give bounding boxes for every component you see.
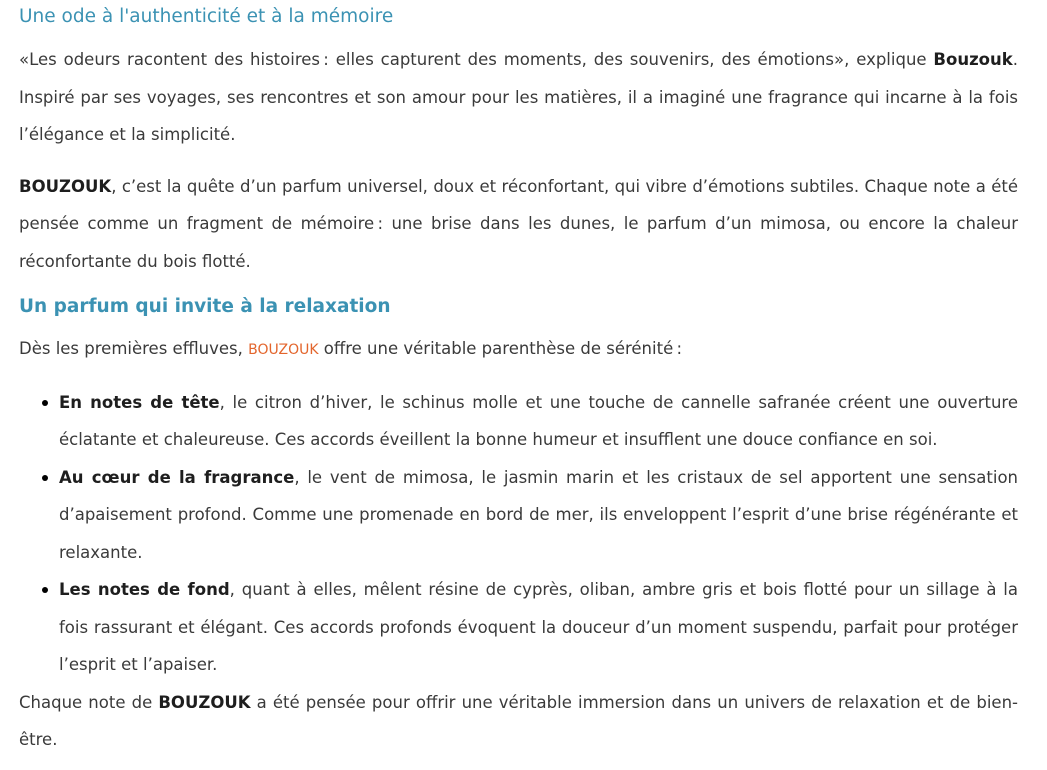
intro-text-continued: offre une véritable parenthèse de sérénité :	[318, 339, 683, 358]
notes-list	[19, 384, 1018, 684]
list-item-text: , quant à elles, mêlent résine de cyprès, oliban, ambre gris et bois flotté pour un sillage à la fois rassurant et élégant. Ces accords profonds évoquent la douceur d’un moment suspendu, parfait pour protéger l’esprit et l’apaiser.	[59, 580, 1018, 674]
list-item-label: En notes de tête	[59, 392, 220, 412]
paragraph-quote	[19, 41, 1018, 154]
brand-name-bold: BOUZOUK	[19, 176, 112, 196]
section-heading-relaxation: Un parfum qui invite à la relaxation	[19, 296, 391, 317]
list-item	[59, 571, 1018, 684]
list-item	[59, 384, 1018, 459]
paragraph-description	[19, 168, 1018, 281]
bullet-icon	[42, 587, 48, 593]
section-heading-authenticity: Une ode à l'authenticité et à la mémoire	[19, 6, 394, 27]
list-item	[59, 459, 1018, 572]
list-item-text: , le vent de mimosa, le jasmin marin et les cristaux de sel apportent une sensation d’apaisement profond. Comme une promenade en bord de mer, ils enveloppent l’esprit d’une brise régénérante et relaxante.	[59, 467, 1018, 562]
list-item-label: Au cœur de la fragrance	[59, 467, 295, 487]
bullet-icon	[42, 400, 48, 406]
list-item-label: Les notes de fond	[59, 580, 230, 599]
paragraph-intro	[19, 330, 1018, 370]
quote-text: «Les odeurs racontent des histoires : elles capturent des moments, des souvenirs, des émotions», explique	[19, 50, 934, 69]
intro-text: Dès les premières effluves,	[19, 339, 249, 358]
paragraph-closing	[19, 684, 1018, 759]
list-item-text: , le citron d’hiver, le schinus molle et une touche de cannelle safranée créent une ouverture éclatante et chaleureuse. Ces accords éveillent la bonne humeur et insufflent une douce confiance en soi.	[59, 392, 1018, 449]
closing-text-continued: a été pensée pour offrir une véritable immersion dans un univers de relaxation et de bien-être.	[19, 692, 1018, 749]
closing-text: Chaque note de	[19, 692, 159, 712]
brand-name-bold: Bouzouk	[933, 50, 1013, 69]
article-content	[19, 0, 1018, 759]
brand-name-bold: BOUZOUK	[158, 692, 251, 712]
quote-text-continued: . Inspiré par ses voyages, ses rencontres et son amour pour les matières, il a imaginé une fragrance qui incarne à la fois l’élégance et la simplicité.	[19, 50, 1018, 144]
bullet-icon	[42, 475, 48, 481]
description-text: , c’est la quête d’un parfum universel, doux et réconfortant, qui vibre d’émotions subtiles. Chaque note a été pensée comme un fragment de mémoire : une brise dans les dunes, le parfum d’un mimosa, ou encore la chaleur réconfortante du bois flotté.	[19, 176, 1018, 271]
brand-name-accent: BOUZOUK	[248, 342, 319, 358]
notes-list-wrapper	[19, 384, 1018, 684]
